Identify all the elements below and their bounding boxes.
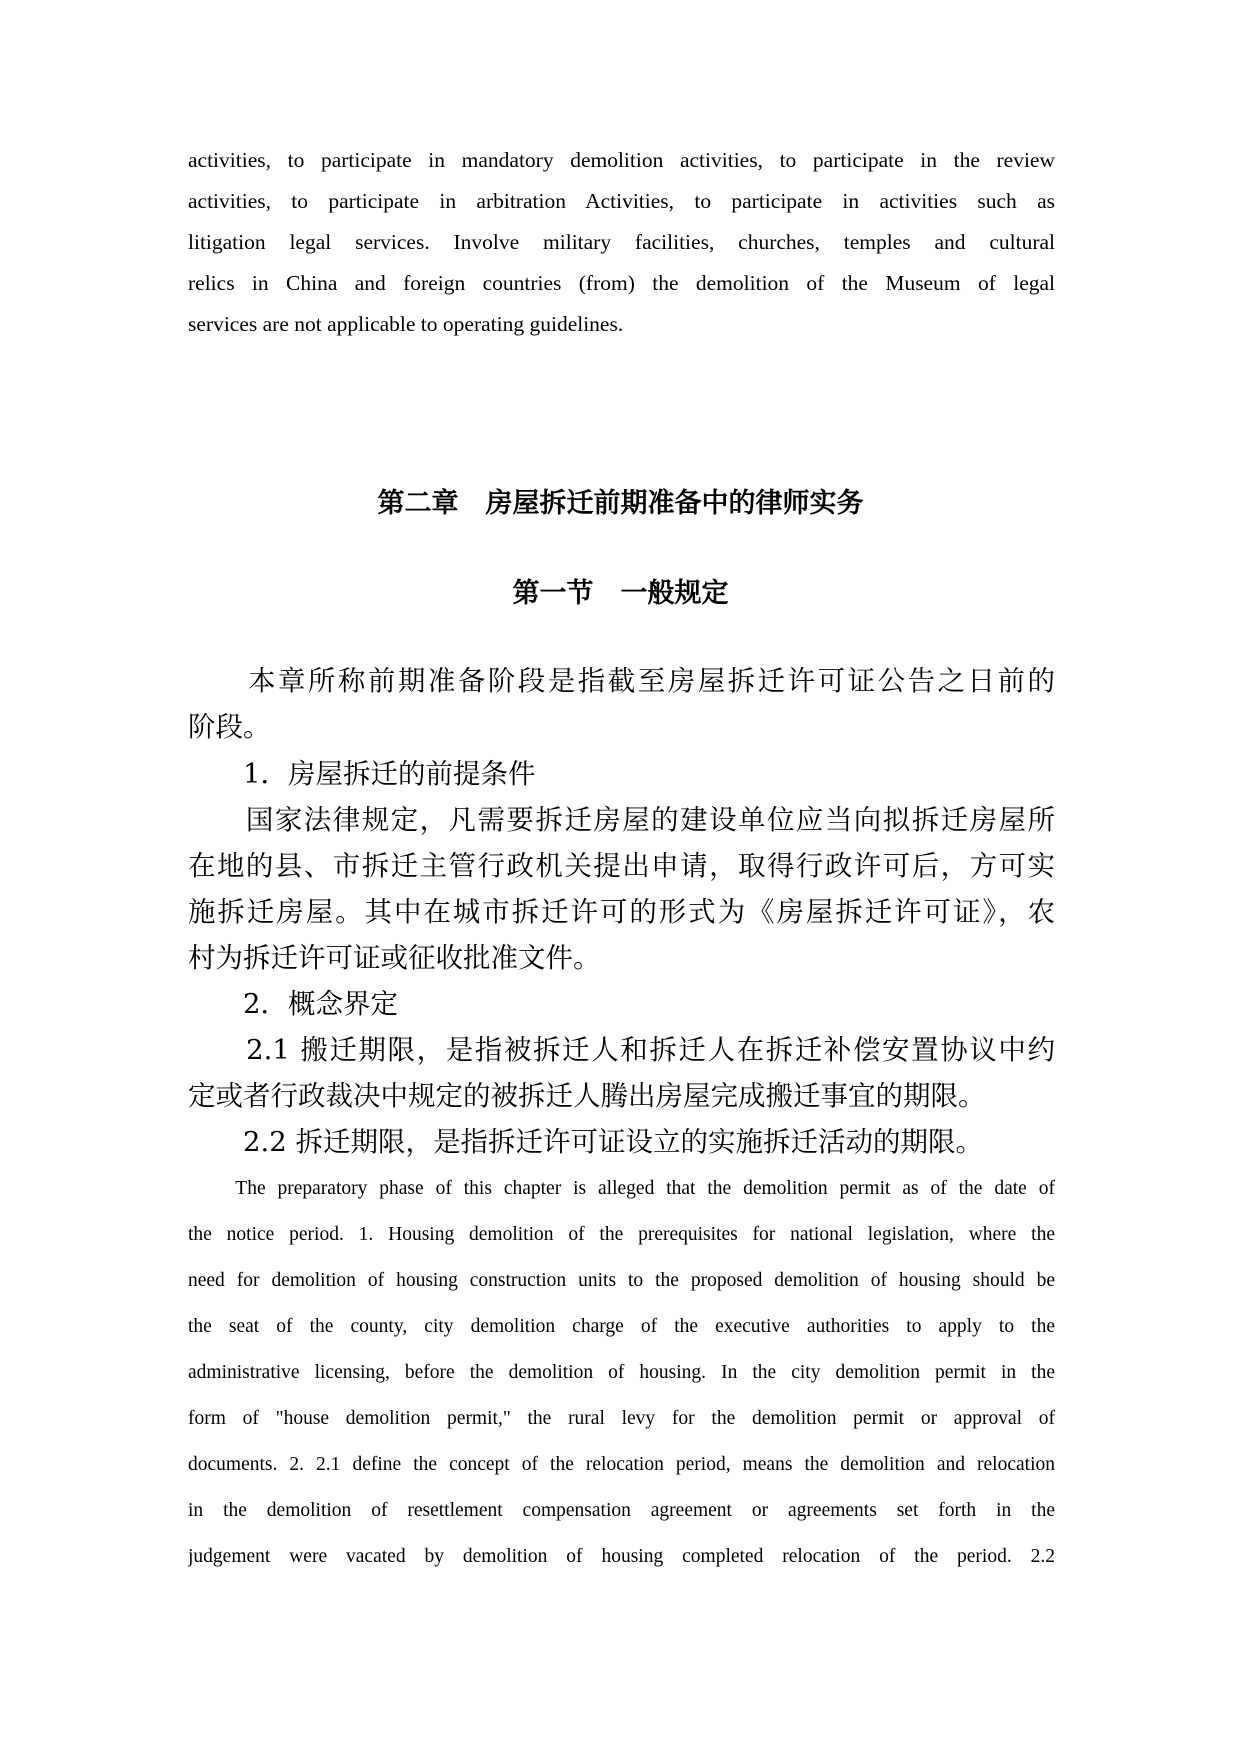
text-line: administrative licensing, before the demolition of housing. In the city demolition permit in the bbox=[188, 1362, 1055, 1383]
paragraph-line: 国家法律规定，凡需要拆迁房屋的建设单位应当向拟拆迁房屋所 bbox=[188, 804, 1055, 836]
paragraph-line: 2.1 搬迁期限，是指被拆迁人和拆迁人在拆迁补偿安置协议中约 bbox=[188, 1034, 1055, 1066]
paragraph-line: 施拆迁房屋。其中在城市拆迁许可的形式为《房屋拆迁许可证》，农 bbox=[188, 896, 1055, 928]
item-heading-1: 1．房屋拆迁的前提条件 bbox=[188, 758, 536, 790]
text-line: need for demolition of housing construction units to the proposed demolition of housing should be bbox=[188, 1270, 1055, 1291]
paragraph-line: 村为拆迁许可证或征收批准文件。 bbox=[188, 942, 601, 974]
chapter-title: 第二章 房屋拆迁前期准备中的律师实务 bbox=[377, 488, 864, 519]
text-line: in the demolition of resettlement compensation agreement or agreements set forth in the bbox=[188, 1500, 1055, 1521]
text-line: relics in China and foreign countries (from) the demolition of the Museum of legal bbox=[188, 271, 1055, 295]
text-line: services are not applicable to operating guidelines. bbox=[188, 312, 624, 336]
text-line: judgement were vacated by demolition of housing completed relocation of the period. 2.2 bbox=[188, 1546, 1055, 1567]
text-line: the notice period. 1. Housing demolition of the prerequisites for national legislation, where the bbox=[188, 1224, 1055, 1245]
item-heading-2: 2．概念界定 bbox=[188, 988, 398, 1020]
paragraph-line: 在地的县、市拆迁主管行政机关提出申请，取得行政许可后，方可实 bbox=[188, 850, 1055, 882]
text-line: the seat of the county, city demolition charge of the executive authorities to apply to the bbox=[188, 1316, 1055, 1337]
text-line: activities, to participate in arbitration Activities, to participate in activities such as bbox=[188, 189, 1055, 213]
text-line: documents. 2. 2.1 define the concept of the relocation period, means the demolition and relocation bbox=[188, 1454, 1055, 1475]
paragraph-line: 阶段。 bbox=[188, 711, 271, 743]
text-line: activities, to participate in mandatory demolition activities, to participate in the review bbox=[188, 148, 1055, 172]
paragraph-line: 定或者行政裁决中规定的被拆迁人腾出房屋完成搬迁事宜的期限。 bbox=[188, 1080, 986, 1112]
text-line: form of "house demolition permit," the rural levy for the demolition permit or approval of bbox=[188, 1408, 1055, 1429]
text-line: litigation legal services. Involve military facilities, churches, temples and cultural bbox=[188, 230, 1055, 254]
text-line: The preparatory phase of this chapter is alleged that the demolition permit as of the date of bbox=[188, 1178, 1055, 1199]
section-title: 第一节 一般规定 bbox=[512, 578, 729, 609]
paragraph-line: 2.2 拆迁期限，是指拆迁许可证设立的实施拆迁活动的期限。 bbox=[188, 1126, 983, 1158]
paragraph-line: 本章所称前期准备阶段是指截至房屋拆迁许可证公告之日前的 bbox=[188, 665, 1055, 697]
